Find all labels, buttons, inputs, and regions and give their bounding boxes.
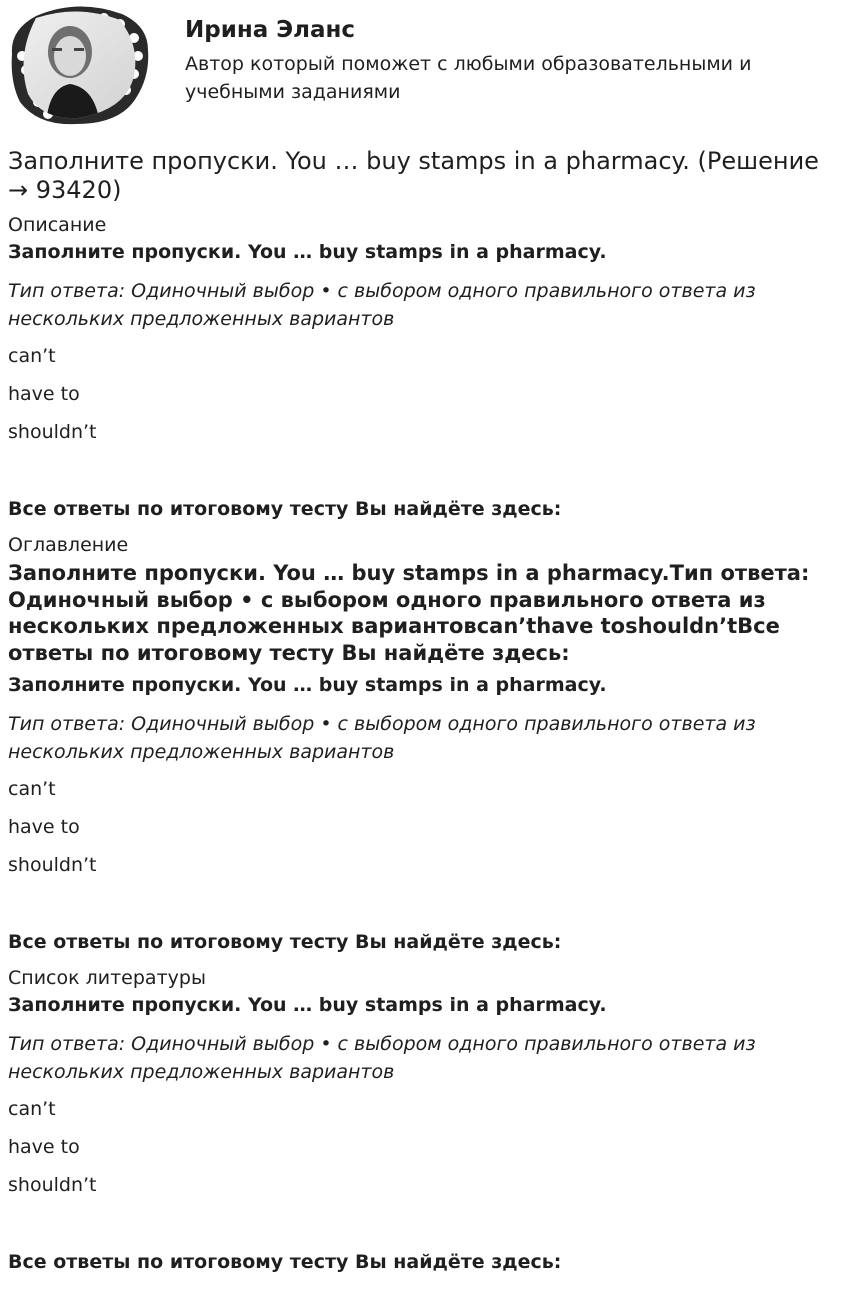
answer-type: Тип ответа: Одиночный выбор • с выбором одного правильного ответа из нескольких предложенных вариантов — [8, 280, 756, 330]
option-item: can’t — [8, 345, 56, 367]
page-title: Заполните пропуски. You … buy stamps in a pharmacy. (Решение → 93420) — [8, 147, 819, 204]
answers-link[interactable]: Все ответы по итоговому тесту Вы найдёте здесь: — [8, 1251, 562, 1273]
author-description: Автор который поможет с любыми образовательными и учебными заданиями — [185, 53, 752, 103]
option-item: can’t — [8, 1098, 56, 1120]
section-label-toc: Оглавление — [8, 534, 129, 556]
author-header — [8, 6, 839, 130]
main-content — [8, 147, 839, 1286]
author-avatar[interactable] — [8, 6, 150, 126]
section-label-description: Описание — [8, 214, 107, 236]
author-name[interactable]: Ирина Эланс — [185, 17, 356, 43]
question-text: Заполните пропуски. You … buy stamps in a pharmacy. — [8, 994, 607, 1016]
answer-type: Тип ответа: Одиночный выбор • с выбором одного правильного ответа из нескольких предложенных вариантов — [8, 713, 756, 763]
option-item: can’t — [8, 778, 56, 800]
answers-link[interactable]: Все ответы по итоговому тесту Вы найдёте здесь: — [8, 931, 562, 953]
answer-type: Тип ответа: Одиночный выбор • с выбором одного правильного ответа из нескольких предложенных вариантов — [8, 1033, 756, 1083]
section-label-bibliography: Список литературы — [8, 967, 206, 989]
question-text: Заполните пропуски. You … buy stamps in a pharmacy. — [8, 674, 607, 696]
toc-heading[interactable]: Заполните пропуски. You … buy stamps in a pharmacy.Тип ответа: Одиночный выбор • с выбором одного правильного ответа из нескольких предложенных вариантовcan’thave toshouldn’tВсе ответы по итоговому тесту Вы найдёте здесь: — [8, 561, 810, 665]
question-text: Заполните пропуски. You … buy stamps in a pharmacy. — [8, 241, 607, 263]
answers-link[interactable]: Все ответы по итоговому тесту Вы найдёте здесь: — [8, 498, 562, 520]
option-item: have to — [8, 816, 80, 838]
option-item: shouldn’t — [8, 1174, 97, 1196]
option-item: shouldn’t — [8, 421, 97, 443]
option-item: have to — [8, 383, 80, 405]
option-item: have to — [8, 1136, 80, 1158]
option-item: shouldn’t — [8, 854, 97, 876]
